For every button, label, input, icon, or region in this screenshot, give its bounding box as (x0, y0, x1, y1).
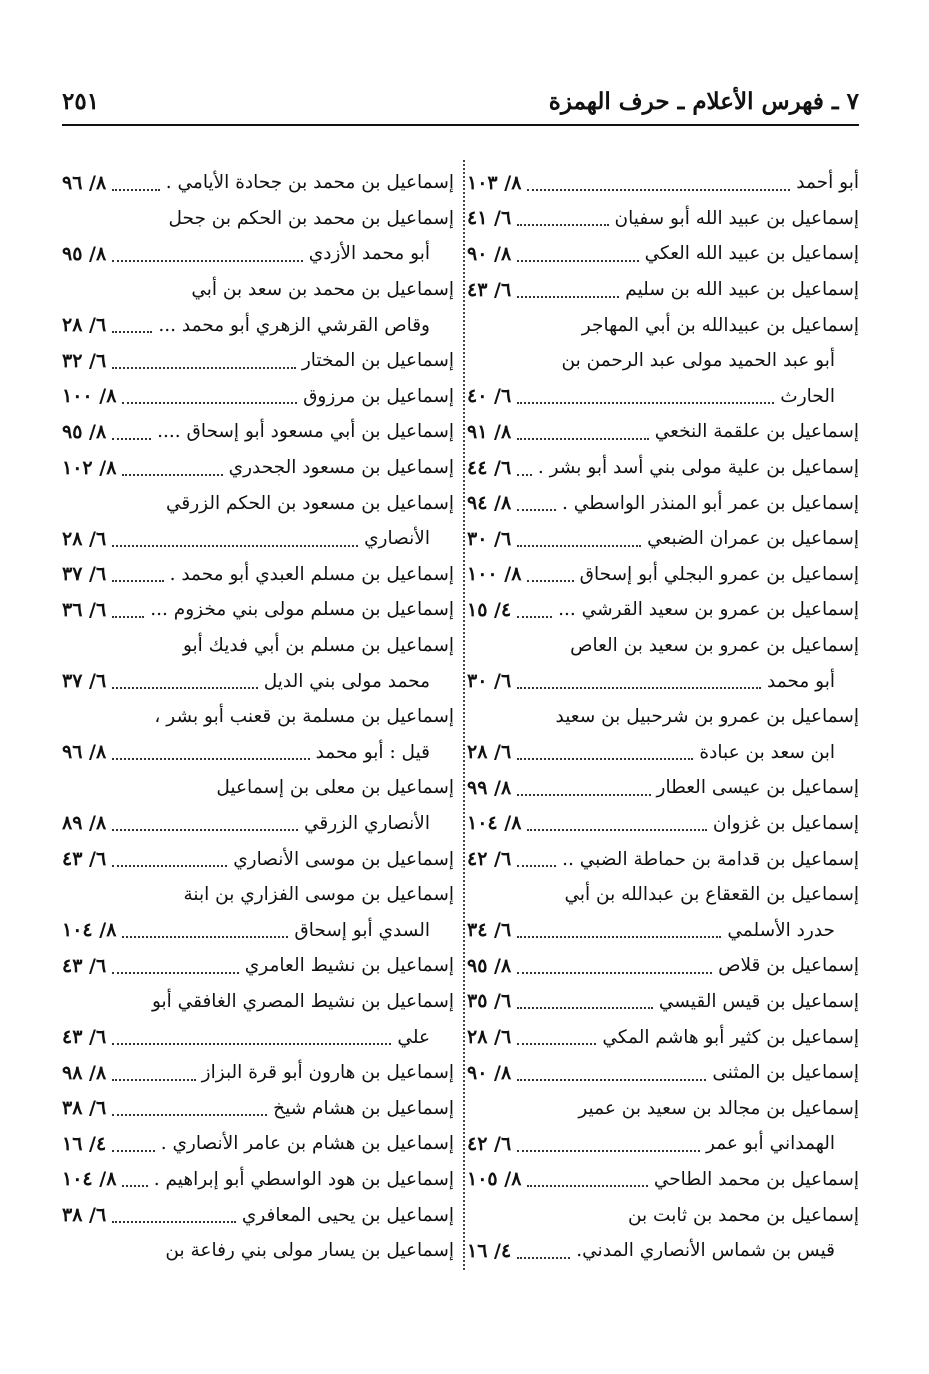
entry-line (62, 414, 454, 450)
leader-dots (112, 972, 239, 974)
entry-name: إسماعيل بن محمد بن الحكم بن جحل (168, 207, 454, 229)
entry-name: إسماعيل بن غزوان (712, 812, 859, 834)
volume-page-ref: ٤/ ١٦ (62, 1132, 107, 1155)
entry-name: إسماعيل بن قدامة بن حماطة الضبي .. (562, 848, 859, 870)
entry-name: إسماعيل بن معلى بن إسماعيل (216, 777, 454, 799)
entry-name: إسماعيل بن نشيط العامري (244, 955, 454, 977)
index-entry (467, 485, 859, 521)
volume-page-ref: ٦/ ٣٧ (62, 670, 107, 693)
entry-line (62, 201, 454, 237)
entry-name: إسماعيل بن عبيدالله بن أبي المهاجر (581, 314, 859, 336)
index-entry (62, 379, 454, 415)
leader-dots (112, 260, 303, 262)
entry-line (62, 841, 454, 877)
index-entry (62, 877, 454, 948)
leader-dots (122, 474, 222, 476)
volume-page-ref: ٦/ ٤٣ (62, 848, 107, 871)
entry-line (467, 628, 859, 664)
index-entry (62, 628, 454, 699)
volume-page-ref: ٦/ ٣٢ (62, 349, 107, 372)
entry-line (467, 984, 859, 1020)
entry-name: إسماعيل بن علية مولى بني أسد أبو بشر . (537, 457, 859, 479)
entry-line (467, 379, 859, 415)
volume-page-ref: ٨/ ٩٥ (62, 420, 107, 443)
entry-name: إسماعيل بن محمد بن جحادة الأيامي . (165, 172, 454, 194)
index-entry (467, 1090, 859, 1161)
entry-name: محمد مولى بني الديل (263, 670, 430, 692)
entry-line (62, 663, 454, 699)
leader-dots (517, 972, 712, 974)
volume-page-ref: ٦/ ٤٠ (467, 385, 512, 408)
entry-line (467, 450, 859, 486)
leader-dots (112, 1150, 154, 1152)
volume-page-ref: ٦/ ٢٨ (62, 314, 107, 337)
volume-page-ref: ٨/ ٩٠ (467, 1061, 512, 1084)
leader-dots (517, 687, 761, 689)
entry-name: حدرد الأسلمي (727, 919, 835, 941)
entry-line (467, 485, 859, 521)
leader-dots (517, 865, 556, 867)
index-entry (467, 1019, 859, 1055)
volume-page-ref: ٨/ ٩٦ (62, 741, 107, 764)
index-entry (62, 343, 454, 379)
entry-line (467, 343, 859, 379)
entry-name: الأنصاري (364, 528, 430, 550)
index-entry (467, 984, 859, 1020)
leader-dots (112, 545, 358, 547)
entry-line (467, 165, 859, 201)
volume-page-ref: ٦/ ٤٣ (467, 278, 512, 301)
entry-line (467, 912, 859, 948)
index-entry (467, 877, 859, 948)
entry-line (62, 557, 454, 593)
index-entry (62, 984, 454, 1055)
volume-page-ref: ٨/ ١٠٢ (62, 456, 117, 479)
volume-page-ref: ٦/ ٤٢ (467, 1132, 512, 1155)
entry-line (467, 1090, 859, 1126)
leader-dots (112, 367, 296, 369)
entry-name: إسماعيل بن يحيى المعافري (241, 1204, 454, 1226)
entry-line (62, 984, 454, 1020)
entry-name: إسماعيل بن مسلمة بن قعنب أبو بشر ، (154, 706, 454, 728)
index-entry (62, 1197, 454, 1233)
volume-page-ref: ٦/ ٣٧ (62, 563, 107, 586)
index-column-left (62, 165, 454, 1268)
entry-name: إسماعيل بن مسعود الجحدري (228, 457, 454, 479)
entry-line (467, 1162, 859, 1198)
leader-dots (122, 402, 297, 404)
entry-line (62, 1090, 454, 1126)
leader-dots (517, 509, 556, 511)
volume-page-ref: ٨/ ٩٩ (467, 776, 512, 799)
entry-name: الأنصاري الزرقي (304, 812, 430, 834)
leader-dots (122, 936, 288, 938)
entry-line (62, 1019, 454, 1055)
entry-line (62, 806, 454, 842)
volume-page-ref: ٦/ ٣٥ (467, 990, 512, 1013)
index-entry (467, 806, 859, 842)
index-entry (62, 165, 454, 201)
index-entry (467, 1162, 859, 1198)
entry-line (467, 414, 859, 450)
entry-line (62, 628, 454, 664)
volume-page-ref: ٦/ ٣٨ (62, 1204, 107, 1227)
entry-line (467, 948, 859, 984)
entry-line (467, 770, 859, 806)
entry-name: إسماعيل بن مجالد بن سعيد بن عمير (578, 1097, 859, 1119)
index-entry (62, 557, 454, 593)
index-entry (62, 450, 454, 486)
index-entry (467, 201, 859, 237)
index-entry (62, 592, 454, 628)
entry-line (62, 307, 454, 343)
volume-page-ref: ٨/ ٩٨ (62, 1061, 107, 1084)
entry-name: إسماعيل بن عبيد الله أبو سفيان (614, 207, 859, 229)
entry-line (62, 343, 454, 379)
leader-dots (112, 1221, 236, 1223)
entry-name: إسماعيل بن المثنى (712, 1062, 859, 1084)
index-entry (467, 165, 859, 201)
index-entry (62, 1090, 454, 1126)
entry-name: إسماعيل بن كثير أبو هاشم المكي (602, 1026, 859, 1048)
entry-name: إسماعيل بن محمد بن ثابت بن (627, 1204, 859, 1226)
entry-name: ابن سعد بن عبادة (699, 741, 835, 763)
leader-dots (112, 189, 160, 191)
entry-name: الحارث (780, 385, 835, 407)
volume-page-ref: ٨/ ١٠٤ (467, 812, 522, 835)
index-entry (467, 236, 859, 272)
volume-page-ref: ٦/ ٣٤ (467, 919, 512, 942)
leader-dots (517, 438, 649, 440)
volume-page-ref: ٨/ ١٠٠ (467, 563, 522, 586)
entry-name: إسماعيل بن عمر أبو المنذر الواسطي . (561, 492, 859, 514)
index-entry (467, 272, 859, 308)
volume-page-ref: ٨/ ١٠٥ (467, 1168, 522, 1191)
entry-name: إسماعيل بن القعقاع بن عبدالله بن أبي (564, 884, 859, 906)
leader-dots (112, 1114, 267, 1116)
entry-line (62, 1197, 454, 1233)
entry-line (467, 663, 859, 699)
leader-dots (517, 1150, 700, 1152)
leader-dots (517, 474, 532, 476)
volume-page-ref: ٦/ ٤١ (467, 207, 512, 230)
entry-name: علي (397, 1026, 430, 1048)
entry-name: إسماعيل بن محمد الطاحي (653, 1168, 859, 1190)
leader-dots (122, 1185, 147, 1187)
leader-dots (517, 1257, 570, 1259)
entry-line (62, 379, 454, 415)
entry-name: إسماعيل بن هشام بن عامر الأنصاري . (160, 1133, 454, 1155)
volume-page-ref: ٦/ ٤٣ (62, 954, 107, 977)
entry-name: وقاص القرشي الزهري أبو محمد ... (158, 314, 430, 336)
leader-dots (112, 580, 163, 582)
entry-line (467, 1055, 859, 1091)
volume-page-ref: ٨/ ٩٥ (62, 242, 107, 265)
entry-line (62, 948, 454, 984)
entry-name: إسماعيل بن مسعود بن الحكم الزرقي (165, 492, 454, 514)
index-entry (62, 201, 454, 272)
volume-page-ref: ٤/ ١٦ (467, 1239, 512, 1262)
index-entry (467, 628, 859, 699)
entry-line (62, 236, 454, 272)
entry-line (62, 1233, 454, 1269)
index-entry (467, 948, 859, 984)
entry-line (467, 592, 859, 628)
volume-page-ref: ٤/ ١٥ (467, 598, 512, 621)
volume-page-ref: ٨/ ١٠٠ (62, 385, 117, 408)
entry-line (467, 272, 859, 308)
entry-line (467, 841, 859, 877)
leader-dots (517, 1043, 596, 1045)
index-entry (62, 1233, 454, 1269)
entry-name: إسماعيل بن يسار مولى بني رفاعة بن (165, 1240, 454, 1262)
entry-line (62, 450, 454, 486)
volume-page-ref: ٦/ ٤٤ (467, 456, 512, 479)
index-column-right (467, 165, 859, 1268)
entry-name: إسماعيل بن هشام شيخ (273, 1097, 454, 1119)
volume-page-ref: ٨/ ١٠٣ (467, 171, 522, 194)
entry-line (62, 735, 454, 771)
entry-name: السدي أبو إسحاق (294, 919, 430, 941)
entry-name: إسماعيل بن قيس القيسي (658, 990, 859, 1012)
page-number: ٢٥١ (62, 88, 100, 115)
index-entry (467, 1197, 859, 1268)
volume-page-ref: ٦/ ٤٢ (467, 848, 512, 871)
leader-dots (112, 829, 298, 831)
leader-dots (517, 1079, 706, 1081)
index-entry (62, 699, 454, 770)
entry-line (62, 592, 454, 628)
entry-line (467, 877, 859, 913)
entry-line (62, 770, 454, 806)
entry-name: إسماعيل بن عمرو البجلي أبو إسحاق (579, 563, 859, 585)
running-title: ٧ ـ فهرس الأعلام ـ حرف الهمزة (548, 88, 859, 115)
entry-name: إسماعيل بن عمرو بن شرحبيل بن سعيد (555, 706, 859, 728)
column-divider (463, 160, 465, 1270)
entry-name: إسماعيل بن مسلم بن أبي فديك أبو (182, 635, 454, 657)
entry-line (467, 557, 859, 593)
leader-dots (112, 865, 227, 867)
entry-line (62, 1162, 454, 1198)
index-entry (62, 414, 454, 450)
entry-name: أبو عبد الحميد مولى عبد الرحمن بن (561, 350, 835, 372)
entry-line (467, 1197, 859, 1233)
entry-name: إسماعيل بن موسى الفزاري بن ابنة (183, 884, 454, 906)
leader-dots (517, 616, 552, 618)
volume-page-ref: ٦/ ٢٨ (467, 741, 512, 764)
volume-page-ref: ٨/ ٩٤ (467, 492, 512, 515)
entry-line (62, 699, 454, 735)
index-entry (467, 699, 859, 770)
leader-dots (527, 1185, 647, 1187)
volume-page-ref: ٦/ ٣٨ (62, 1097, 107, 1120)
volume-page-ref: ٦/ ٢٨ (467, 1026, 512, 1049)
index-entry (62, 770, 454, 841)
entry-line (467, 699, 859, 735)
index-entry (467, 414, 859, 450)
leader-dots (517, 224, 608, 226)
volume-page-ref: ٦/ ٤٣ (62, 1026, 107, 1049)
index-entry (467, 450, 859, 486)
entry-line (467, 735, 859, 771)
entry-name: إسماعيل بن علقمة النخعي (654, 421, 859, 443)
entry-line (62, 272, 454, 308)
leader-dots (527, 189, 790, 191)
leader-dots (112, 438, 151, 440)
leader-dots (112, 1043, 391, 1045)
entry-name: أبو أحمد (796, 172, 859, 194)
leader-dots (112, 1079, 195, 1081)
entry-line (62, 1126, 454, 1162)
leader-dots (517, 402, 774, 404)
entry-name: إسماعيل بن محمد بن سعد بن أبي (191, 279, 454, 301)
entry-name: إسماعيل بن نشيط المصري الغافقي أبو (151, 990, 454, 1012)
entry-line (467, 521, 859, 557)
leader-dots (527, 829, 706, 831)
index-entry (467, 307, 859, 414)
volume-page-ref: ٨/ ١٠٤ (62, 1168, 117, 1191)
index-entry (467, 521, 859, 557)
index-entry (62, 841, 454, 877)
entry-line (467, 806, 859, 842)
entry-line (62, 912, 454, 948)
index-entry (467, 1055, 859, 1091)
entry-name: إسماعيل بن عمران الضبعي (647, 528, 859, 550)
index-entry (62, 272, 454, 343)
index-entry (467, 557, 859, 593)
entry-name: إسماعيل بن موسى الأنصاري (233, 848, 454, 870)
leader-dots (112, 616, 144, 618)
leader-dots (517, 936, 721, 938)
entry-name: أبو محمد (767, 670, 835, 692)
entry-name: إسماعيل بن مسلم العبدي أبو محمد . (169, 563, 454, 585)
entry-name: إسماعيل بن عيسى العطار (656, 777, 859, 799)
volume-page-ref: ٦/ ٢٨ (62, 527, 107, 550)
index-entry (62, 1162, 454, 1198)
entry-line (467, 1126, 859, 1162)
entry-line (62, 877, 454, 913)
volume-page-ref: ٨/ ٩٦ (62, 171, 107, 194)
entry-name: إسماعيل بن هارون أبو قرة البزاز (201, 1062, 454, 1084)
volume-page-ref: ٨/ ٩١ (467, 420, 512, 443)
leader-dots (517, 758, 693, 760)
entry-name: الهمداني أبو عمر (706, 1133, 835, 1155)
entry-line (467, 1019, 859, 1055)
index-entry (467, 770, 859, 806)
volume-page-ref: ٦/ ٣٦ (62, 598, 107, 621)
entry-name: إسماعيل بن المختار (301, 350, 454, 372)
entry-name: إسماعيل بن قلاص (718, 955, 859, 977)
leader-dots (517, 1007, 653, 1009)
volume-page-ref: ٨/ ٩٥ (467, 954, 512, 977)
entry-name: إسماعيل بن عبيد الله بن سليم (625, 279, 859, 301)
leader-dots (112, 331, 152, 333)
entry-name: إسماعيل بن أبي مسعود أبو إسحاق .... (157, 421, 454, 443)
entry-name: أبو محمد الأزدي (308, 243, 430, 265)
leader-dots (517, 260, 638, 262)
index-entry (62, 948, 454, 984)
volume-page-ref: ٦/ ٣٠ (467, 527, 512, 550)
entry-line (467, 307, 859, 343)
entry-name: إسماعيل بن هود الواسطي أبو إبراهيم . (153, 1168, 454, 1190)
volume-page-ref: ٨/ ١٠٤ (62, 919, 117, 942)
entry-line (62, 1055, 454, 1091)
volume-page-ref: ٨/ ٩٠ (467, 242, 512, 265)
entry-line (62, 521, 454, 557)
entry-line (62, 485, 454, 521)
entry-line (62, 165, 454, 201)
leader-dots (112, 758, 309, 760)
entry-name: إسماعيل بن عبيد الله العكي (644, 243, 859, 265)
index-entry (467, 592, 859, 628)
entry-name: قيس بن شماس الأنصاري المدني. (576, 1240, 835, 1262)
running-header (62, 84, 859, 126)
entry-name: قيل : أبو محمد (315, 741, 430, 763)
entry-line (467, 201, 859, 237)
entry-line (467, 236, 859, 272)
volume-page-ref: ٨/ ٨٩ (62, 812, 107, 835)
leader-dots (517, 794, 650, 796)
leader-dots (517, 296, 619, 298)
entry-name: إسماعيل بن عمرو بن سعيد بن العاص (570, 635, 859, 657)
index-entry (467, 841, 859, 877)
entry-name: إسماعيل بن مسلم مولى بني مخزوم ... (150, 599, 454, 621)
leader-dots (112, 687, 258, 689)
entry-name: إسماعيل بن مرزوق (303, 385, 454, 407)
leader-dots (517, 545, 641, 547)
entry-name: إسماعيل بن عمرو بن سعيد القرشي ... (558, 599, 859, 621)
index-entry (62, 1126, 454, 1162)
volume-page-ref: ٦/ ٣٠ (467, 670, 512, 693)
leader-dots (527, 580, 573, 582)
entry-line (467, 1233, 859, 1269)
index-entry (62, 485, 454, 556)
index-entry (62, 1055, 454, 1091)
